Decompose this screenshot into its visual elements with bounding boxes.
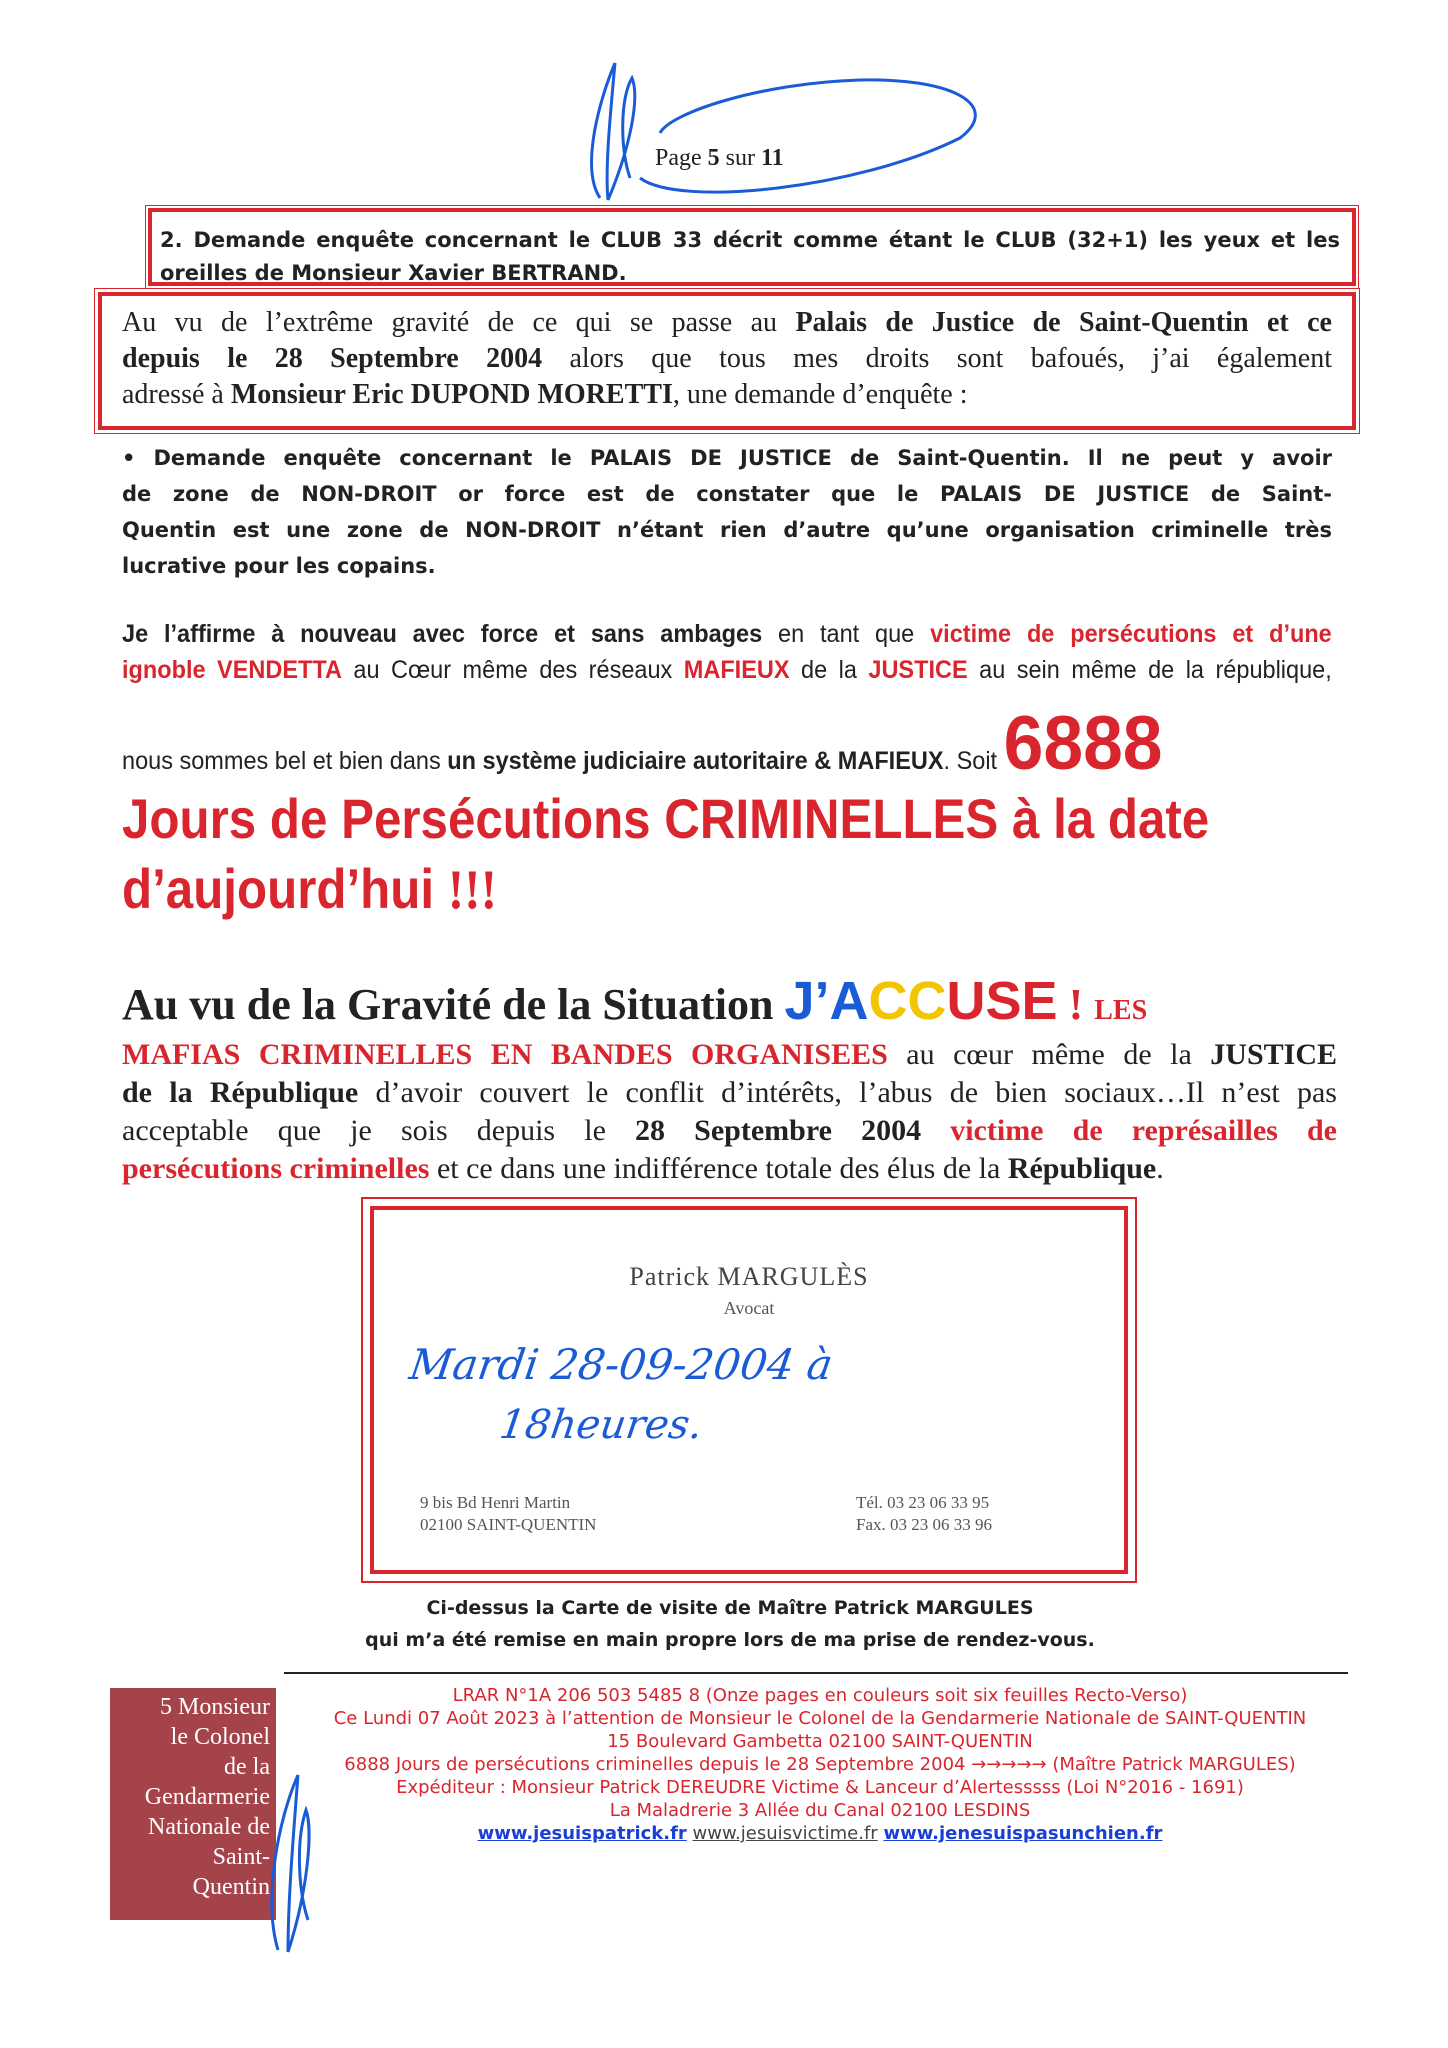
bullet-paragraph: [122, 440, 1332, 584]
card-phone: [856, 1492, 992, 1536]
affirm-line-2: ignoble VENDETTA au Cœur même des réseaux MAFIEUX de la JUSTICE au sein même de la république,: [122, 656, 1332, 684]
card-caption: [330, 1592, 1130, 1656]
item-2-line-2: oreilles de Monsieur Xavier BERTRAND.: [160, 261, 627, 285]
accuse-line-1: MAFIAS CRIMINELLES EN BANDES ORGANISEES au cœur même de la JUSTICE: [122, 1038, 1337, 1071]
accuse-heading: Au vu de la Gravité de la Situation J’ACCUSE ! LES: [122, 971, 1148, 1031]
days-count: 6888: [1003, 701, 1163, 786]
footer-block: [290, 1684, 1350, 1845]
card-name: Patrick MARGULÈS: [629, 1262, 869, 1291]
sidebar-line-3: de la: [224, 1754, 270, 1780]
enquete-line-3: adressé à Monsieur Eric DUPOND MORETTI, une demande d’enquête :: [122, 379, 968, 410]
page-num: 5: [707, 145, 720, 171]
footer-line-1: LRAR N°1A 206 503 5485 8 (Onze pages en couleurs soit six feuilles Recto-Verso): [452, 1685, 1188, 1706]
footer-line-4: 6888 Jours de persécutions criminelles depuis le 28 Septembre 2004 →→→→→ (Maître Patrick MARGULES): [344, 1754, 1296, 1775]
caption-line-2: qui m’a été remise en main propre lors de ma prise de rendez-vous.: [365, 1629, 1095, 1651]
card-fax: Fax. 03 23 06 33 96: [856, 1515, 992, 1534]
footer-links: [290, 1822, 1350, 1845]
card-address: [420, 1492, 596, 1536]
accuse-line-4: persécutions criminelles et ce dans une indifférence totale des élus de la République.: [122, 1152, 1164, 1185]
sidebar-line-7: Quentin: [192, 1874, 270, 1900]
bullet-line-3: Quentin est une zone de NON-DROIT n’étant rien d’autre qu’une organisation criminelle très: [122, 518, 1332, 542]
card-role: Avocat: [723, 1298, 775, 1318]
enquete-line-1: Au vu de l’extrême gravité de ce qui se passe au Palais de Justice de Saint-Quentin et ce: [122, 307, 1332, 338]
big-headline-line-2: d’aujourd’hui !!!: [122, 857, 498, 921]
signature-scribble-top: [560, 58, 1000, 208]
link-jesuisvictime[interactable]: www.jesuisvictime.fr: [692, 1823, 878, 1844]
footer-line-6: La Maladrerie 3 Allée du Canal 02100 LESDINS: [609, 1800, 1031, 1821]
card-tel: Tél. 03 23 06 33 95: [856, 1493, 990, 1512]
accuse-paragraph: [122, 1036, 1337, 1188]
affirm-line-3: nous sommes bel et bien dans un système judiciaire autoritaire & MAFIEUX. Soit 6888: [122, 701, 1163, 786]
accuse-line-2: de la République d’avoir couvert le conflit d’intérêts, l’abus de bien sociaux…Il n’est pas: [122, 1076, 1337, 1109]
sidebar-line-1: 5 Monsieur: [160, 1694, 270, 1720]
footer-divider: [284, 1672, 1348, 1674]
bullet-line-2: de zone de NON-DROIT or force est de constater que le PALAIS DE JUSTICE de Saint-: [122, 482, 1332, 506]
page-label: Page: [655, 145, 702, 171]
enquete-text: [122, 305, 1332, 413]
page-number: [655, 145, 784, 172]
footer-line-3: 15 Boulevard Gambetta 02100 SAINT-QUENTIN: [607, 1731, 1033, 1752]
sidebar-line-4: Gendarmerie: [144, 1784, 270, 1810]
caption-line-1: Ci-dessus la Carte de visite de Maître Patrick MARGULES: [426, 1597, 1034, 1619]
card-address-1: 9 bis Bd Henri Martin: [420, 1493, 571, 1512]
bullet-line-1: • Demande enquête concernant le PALAIS DE JUSTICE de Saint-Quentin. Il ne peut y avoir: [122, 446, 1332, 470]
signature-scribble-bottom: [258, 1770, 318, 1960]
card-handwriting-2: 18heures.: [496, 1402, 706, 1448]
item-2-line-1: 2. Demande enquête concernant le CLUB 33 décrit comme étant le CLUB (32+1) les yeux et les: [160, 228, 1340, 252]
sidebar-line-2: le Colonel: [170, 1724, 270, 1750]
affirm-line-1: Je l’affirme à nouveau avec force et sans ambages en tant que victime de persécutions et d’une: [122, 620, 1332, 648]
item-2-text: [160, 224, 1340, 290]
accuse-line-3: acceptable que je sois depuis le 28 Septembre 2004 victime de représailles de: [122, 1114, 1337, 1147]
bullet-line-4: lucrative pour les copains.: [122, 554, 436, 578]
page-total: 11: [761, 145, 784, 171]
card-address-2: 02100 SAINT-QUENTIN: [420, 1515, 597, 1534]
card-handwriting-1: Mardi 28-09-2004 à: [406, 1340, 836, 1389]
big-headline-line-1: Jours de Persécutions CRIMINELLES à la date: [122, 787, 1210, 850]
recipient-sidebar: [110, 1688, 276, 1920]
link-jesuispatrick[interactable]: www.jesuispatrick.fr: [477, 1823, 687, 1844]
footer-line-5: Expéditeur : Monsieur Patrick DEREUDRE Victime & Lanceur d’Alertesssss (Loi N°2016 - 1691): [396, 1777, 1244, 1798]
affirm-paragraph: [122, 616, 1332, 688]
page-sep: sur: [725, 145, 755, 171]
sidebar-line-5: Nationale de: [148, 1814, 270, 1840]
enquete-line-2: depuis le 28 Septembre 2004 alors que tous mes droits sont bafoués, j’ai également: [122, 343, 1332, 374]
footer-line-2: Ce Lundi 07 Août 2023 à l’attention de Monsieur le Colonel de la Gendarmerie Nationale de SAINT-QUENTIN: [333, 1708, 1307, 1729]
big-headline: [122, 784, 1209, 925]
sidebar-line-6: Saint-: [212, 1844, 270, 1870]
link-jenesuispasunchien[interactable]: www.jenesuispasunchien.fr: [883, 1823, 1163, 1844]
